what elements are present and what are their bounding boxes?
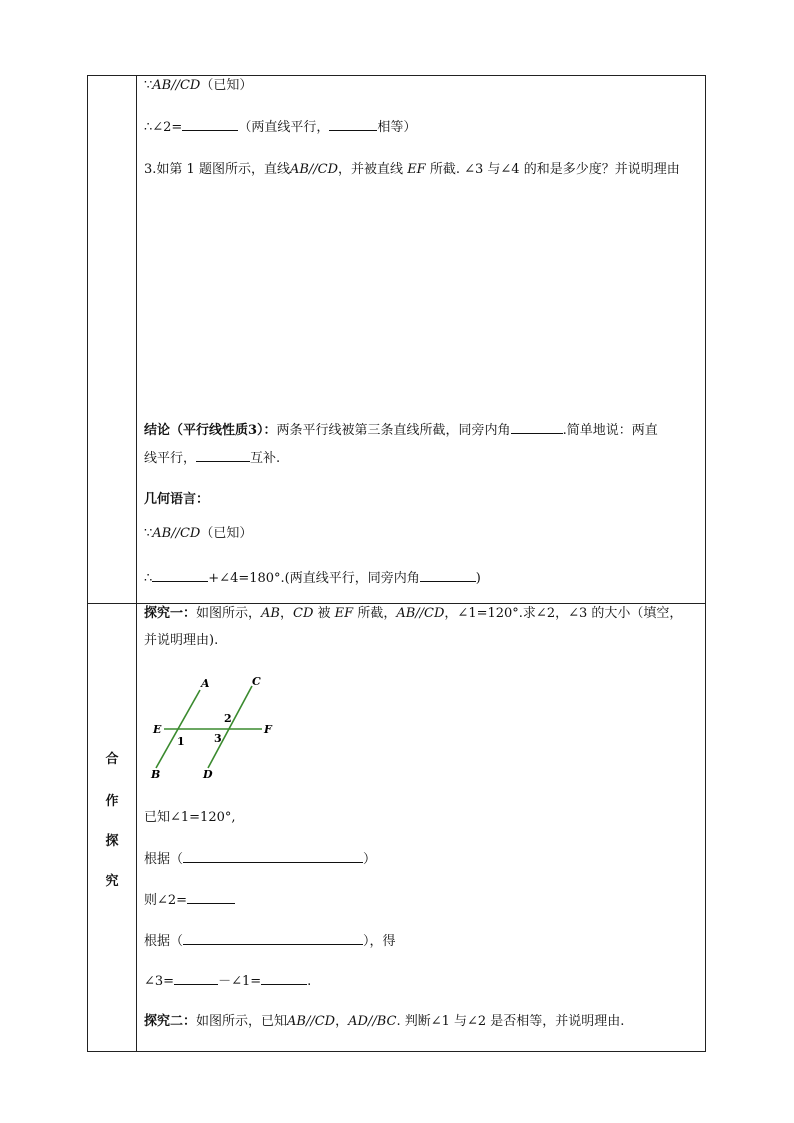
parallel-lines-figure [146,672,286,784]
answer-blank[interactable] [261,972,307,985]
answer-blank[interactable] [183,932,363,945]
column-divider [136,75,137,1052]
basis-line-1: 根据（ ） [144,852,377,867]
angle-1-label: 1 [177,735,185,748]
therefore-line-2: ∴ +∠4=180°.(两直线平行，同旁内角 ) [144,571,481,586]
row-divider [87,603,706,604]
point-c-label: C [252,675,261,688]
angle-3-label: 3 [214,732,222,745]
angle-2-label: 2 [224,712,232,725]
side-label-char: 合 [105,752,119,767]
answer-blank[interactable] [174,972,218,985]
answer-blank[interactable] [420,569,476,582]
basis-line-2: 根据（ ），得 [144,934,396,949]
conclusion-line-1: 结论（平行线性质3）：两条平行线被第三条直线所截，同旁内角 .简单地说：两直 [144,423,658,438]
question-3: 3.如第 1 题图所示，直线AB//CD，并被直线 EF 所截. ∠3 与∠4 的和是多少度？并说明理由 [144,162,680,177]
point-a-label: A [201,677,210,690]
answer-blank[interactable] [182,118,238,131]
answer-blank[interactable] [152,569,208,582]
given-line-2: ∵AB//CD（已知） [144,526,253,541]
explore-1-line-1: 探究一：如图所示，AB，CD 被 EF 所截，AB//CD，∠1=120°.求∠2，∠3 的大小（填空， [144,606,683,621]
calc-line: ∠3= －∠1= . [144,974,312,989]
point-e-label: E [153,723,162,736]
known-line: 已知∠1=120°, [144,810,236,825]
answer-blank[interactable] [196,449,250,462]
explore-1-line-2: 并说明理由). [144,633,219,648]
answer-blank[interactable] [511,421,563,434]
answer-blank[interactable] [187,891,235,904]
answer-blank[interactable] [329,118,377,131]
geometry-language-label: 几何语言： [144,492,210,507]
answer-blank[interactable] [183,850,363,863]
point-b-label: B [151,768,161,781]
given-line: ∵AB//CD（已知） [144,78,253,93]
explore-2-line: 探究二：如图所示，已知AB//CD，AD//BC. 判断∠1 与∠2 是否相等，并说明理由. [144,1014,625,1029]
conclusion-line-2: 线平行， 互补. [144,451,281,466]
side-label-char: 作 [105,794,119,809]
therefore-line: ∴∠2= （两直线平行， 相等） [144,120,417,135]
side-label-char: 探 [105,834,119,849]
point-f-label: F [264,723,272,736]
point-d-label: D [203,768,213,781]
then-line: 则∠2= [144,891,235,910]
side-label-char: 究 [105,874,119,889]
line-cd [208,686,252,768]
